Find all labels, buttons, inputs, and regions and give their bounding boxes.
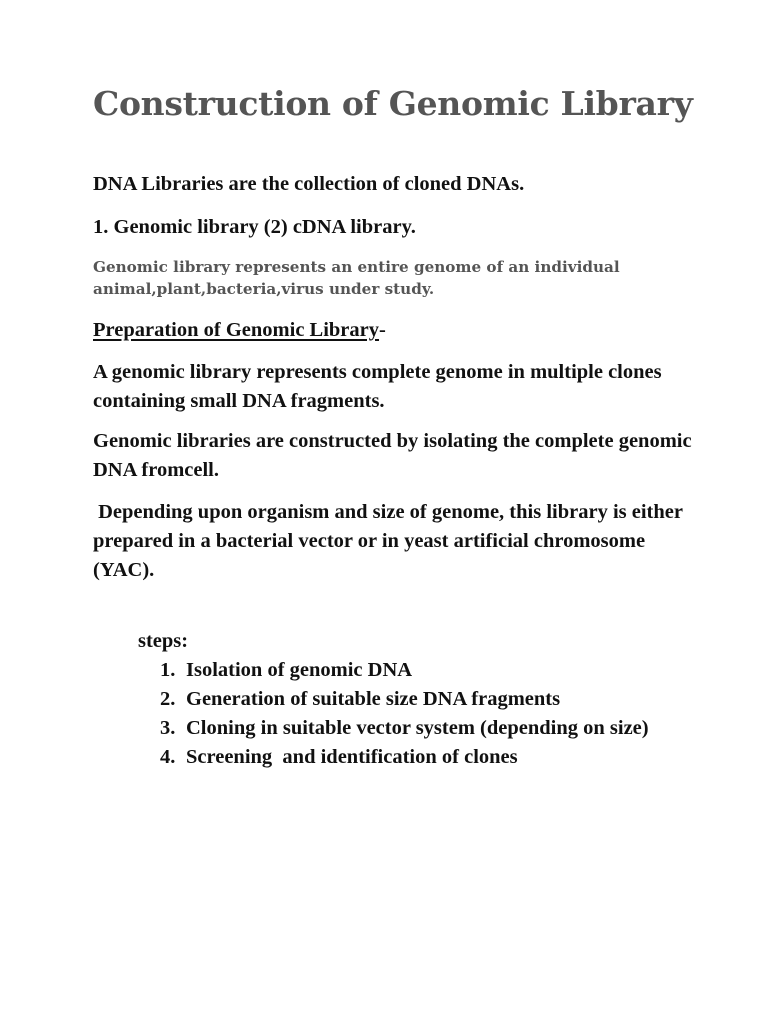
step-number: 4. <box>160 746 176 768</box>
list-item <box>160 743 680 772</box>
step-text: Cloning in suitable vector system (depending on size) <box>186 717 649 739</box>
step-text: Screening and identification of clones <box>186 746 518 768</box>
library-types-text: 1. Genomic library (2) cDNA library. <box>93 216 416 238</box>
list-item <box>160 685 680 714</box>
step-number: 3. <box>160 717 176 739</box>
step-number: 1. <box>160 659 176 681</box>
step-number: 2. <box>160 688 176 710</box>
page-title: Construction of Genomic Library <box>93 84 693 123</box>
list-item <box>160 714 680 743</box>
steps-list <box>160 656 680 772</box>
step-text: Generation of suitable size DNA fragments <box>186 688 561 710</box>
preparation-heading-label: Preparation of Genomic Library <box>93 319 380 341</box>
genomic-library-note: Genomic library represents an entire genome of an individual animal,plant,bacteria,virus under study. <box>93 258 620 298</box>
intro-text: DNA Libraries are the collection of cloned DNAs. <box>93 173 525 195</box>
list-item <box>160 656 680 685</box>
preparation-heading-suffix: - <box>379 319 386 341</box>
paragraph: Depending upon organism and size of genome, this library is either prepared in a bacterial vector or in yeast artificial chromosome (YAC). <box>93 501 688 581</box>
paragraph: A genomic library represents complete genome in multiple clones containing small DNA fragments. <box>93 361 662 412</box>
paragraph: Genomic libraries are constructed by isolating the complete genomic DNA fromcell. <box>93 430 692 481</box>
preparation-heading <box>93 316 693 345</box>
steps-label: steps: <box>138 630 189 652</box>
step-text: Isolation of genomic DNA <box>186 659 413 681</box>
